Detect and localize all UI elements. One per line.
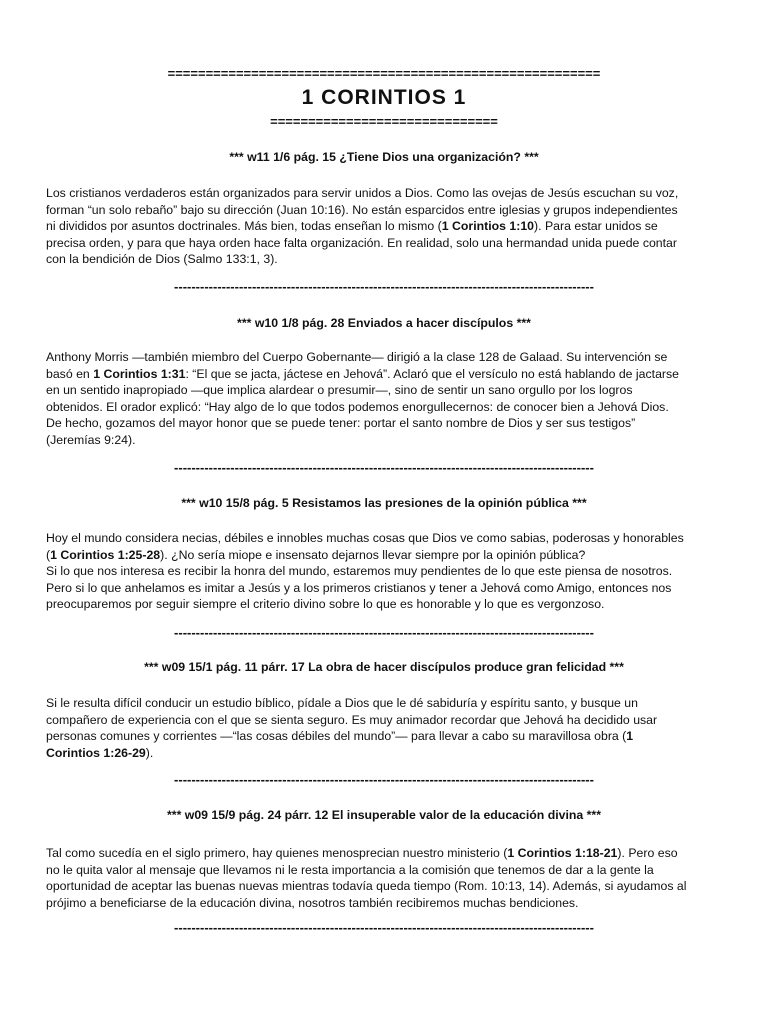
paragraph-line: oportunidad de aceptar las buenas nuevas mientras todavía queda tiempo (Rom. 10:13, 14). Además, si ayudamos al bbox=[46, 879, 687, 894]
section-heading: *** w09 15/9 pág. 24 párr. 12 El insuperable valor de la educación divina *** bbox=[167, 808, 601, 822]
paragraph-line: (1 Corintios 1:25-28). ¿No sería miope e insensato dejarnos llevar siempre por la opinión pública? bbox=[46, 547, 586, 562]
section-paragraph bbox=[46, 349, 726, 449]
paragraph-line: preocuparemos por seguir siempre el criterio divino sobre lo que es honorable y lo que es vergonzoso. bbox=[46, 597, 605, 612]
paragraph-line: Corintios 1:26-29). bbox=[46, 745, 154, 760]
paragraph-line: personas comunes y corrientes —“las cosas débiles del mundo”— para llevar a cabo su maravillosa obra (1 bbox=[46, 729, 634, 744]
section-paragraph bbox=[46, 845, 726, 911]
paragraph-line: Los cristianos verdaderos están organizados para servir unidos a Dios. Como las ovejas de Jesús escuchan su voz, bbox=[46, 186, 679, 200]
title-rule: ============================== bbox=[270, 114, 498, 129]
paragraph-line: Pero si lo que anhelamos es imitar a Jesús y a los primeros cristianos y tener a Jehová como Amigo, entonces nos bbox=[46, 580, 672, 595]
section-heading: *** w09 15/1 pág. 11 párr. 17 La obra de hacer discípulos produce gran felicidad *** bbox=[144, 660, 624, 674]
scripture-reference: 1 Corintios 1:31 bbox=[93, 366, 186, 381]
paragraph-line: con la bendición de Dios (Salmo 133:1, 3). bbox=[46, 252, 278, 267]
section-heading: *** w10 15/8 pág. 5 Resistamos las presiones de la opinión pública *** bbox=[181, 496, 587, 510]
section-separator: ------------------------------------------------------------------------------------------------- bbox=[174, 920, 594, 935]
paragraph-line: compañero de experiencia con el que se sienta seguro. Es muy animador recordar que Jehová ha decidido usar bbox=[46, 712, 658, 727]
paragraph-line: Si lo que nos interesa es recibir la honra del mundo, estaremos muy pendientes de lo que este piensa de nosotros. bbox=[46, 564, 673, 579]
section-separator: ------------------------------------------------------------------------------------------------- bbox=[174, 279, 594, 294]
paragraph-line: De hecho, gozamos del mayor honor que se puede tener: portar el santo nombre de Dios y ser sus testigos” bbox=[46, 416, 636, 431]
paragraph-line: Si le resulta difícil conducir un estudio bíblico, pídale a Dios que le dé sabiduría y espíritu santo, y busque un bbox=[46, 696, 638, 710]
section-separator: ------------------------------------------------------------------------------------------------- bbox=[174, 772, 594, 787]
section-heading: *** w10 1/8 pág. 28 Enviados a hacer discípulos *** bbox=[237, 316, 531, 330]
scripture-reference: 1 bbox=[626, 729, 634, 744]
paragraph-line: en un sentido inapropiado —que implica alardear o presumir—, sino de sentir un sano orgullo por los logros bbox=[46, 383, 633, 398]
top-rule: ========================================================= bbox=[167, 66, 601, 81]
section-separator: ------------------------------------------------------------------------------------------------- bbox=[174, 460, 594, 475]
scripture-reference: 1 Corintios 1:10 bbox=[441, 219, 535, 234]
scripture-reference: 1 Corintios 1:18-21 bbox=[507, 846, 618, 860]
paragraph-line: Tal como sucedía en el siglo primero, hay quienes menosprecian nuestro ministerio (1 Corintios 1:18-21). Pero eso bbox=[46, 846, 678, 860]
section-paragraph bbox=[46, 185, 726, 268]
section-paragraph bbox=[46, 695, 726, 761]
section-separator: ------------------------------------------------------------------------------------------------- bbox=[174, 625, 594, 640]
scripture-reference: 1 Corintios 1:25-28 bbox=[50, 547, 161, 562]
paragraph-line: ni divididos por asuntos doctrinales. Más bien, todas enseñan lo mismo (1 Corintios 1:10). Para estar unidos se bbox=[46, 219, 658, 234]
paragraph-line: basó en 1 Corintios 1:31: “El que se jacta, jáctese en Jehová”. Aclaró que el versículo no está hablando de jactarse bbox=[46, 366, 679, 381]
paragraph-line: forman “un solo rebaño” bajo su dirección (Juan 10:16). No están esparcidos entre iglesias y grupos independientes bbox=[46, 202, 678, 217]
paragraph-line: precisa orden, y para que haya orden hace falta organización. En realidad, solo una hermandad unida puede contar bbox=[46, 235, 677, 250]
paragraph-line: Hoy el mundo considera necias, débiles e innobles muchas cosas que Dios ve como sabias, poderosas y honorables bbox=[46, 531, 684, 545]
section-heading: *** w11 1/6 pág. 15 ¿Tiene Dios una organización? *** bbox=[229, 150, 539, 164]
paragraph-line: Anthony Morris —también miembro del Cuerpo Gobernante— dirigió a la clase 128 de Galaad. Su intervención se bbox=[46, 350, 668, 364]
paragraph-line: prójimo a beneficiarse de la educación divina, nosotros también recibiremos muchas bendiciones. bbox=[46, 895, 579, 910]
paragraph-line: no le quita valor al mensaje que llevamos ni le resta importancia a la comisión que tenemos de dar a la gente la bbox=[46, 862, 654, 877]
paragraph-line: obtenidos. El orador explicó: “Hay algo de lo que todos podemos enorgullecernos: de conocer bien a Jehová Dios. bbox=[46, 399, 669, 414]
page-title: 1 CORINTIOS 1 bbox=[301, 86, 467, 109]
scripture-reference: Corintios 1:26-29 bbox=[46, 745, 146, 760]
section-paragraph bbox=[46, 530, 726, 613]
paragraph-line: (Jeremías 9:24). bbox=[46, 432, 136, 447]
